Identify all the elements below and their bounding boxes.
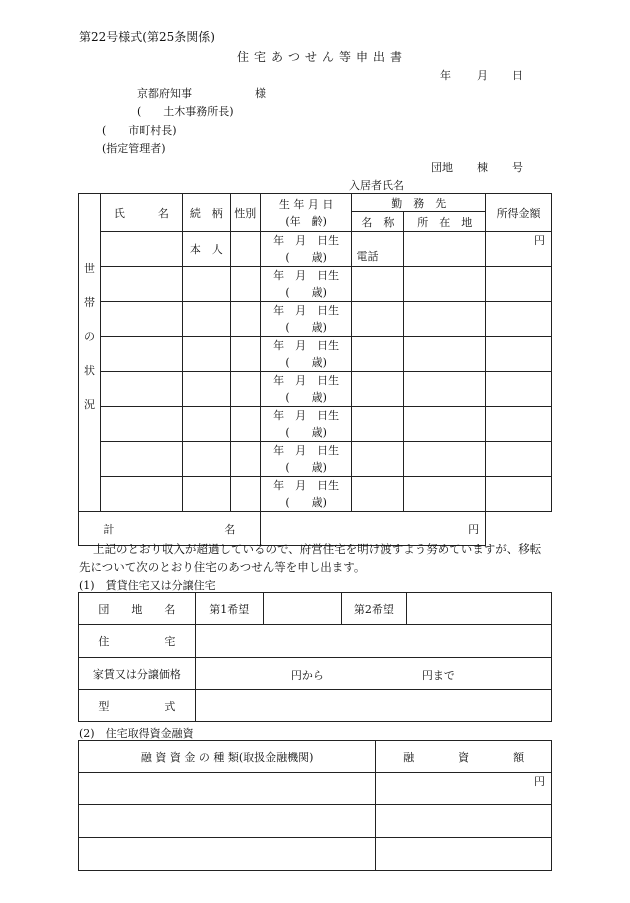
- choice1-field[interactable]: [263, 593, 341, 625]
- danchi-label: 団 地 名: [79, 593, 196, 625]
- side-char: 状: [83, 364, 95, 377]
- section1-heading: (1) 賃貸住宅又は分譲住宅: [79, 579, 216, 592]
- header-relation: 続 柄: [182, 194, 230, 232]
- member-relation-cell[interactable]: [182, 302, 230, 337]
- loan-amount-field[interactable]: [376, 805, 552, 838]
- member-name-cell[interactable]: [100, 267, 182, 302]
- member-sex-cell[interactable]: [230, 337, 260, 372]
- intro-line-2: 先について次のとおり住宅のあつせん等を申し出ます。: [79, 560, 366, 574]
- total-yen[interactable]: 円: [260, 512, 485, 546]
- member-income-cell[interactable]: [486, 302, 552, 337]
- header-income: 所得金額: [486, 194, 552, 232]
- type-label: 型 式: [79, 690, 196, 722]
- section1-table: [78, 592, 552, 722]
- member-birth-cell: 年 月 日生 ( 歳): [260, 232, 352, 267]
- applicant-tou: 棟: [477, 161, 488, 174]
- loan-type-field[interactable]: [79, 838, 376, 871]
- member-birth-cell: 年 月 日生 ( 歳): [260, 372, 352, 407]
- addressee-office: ( 土木事務所長): [137, 105, 234, 118]
- house-field[interactable]: [195, 625, 551, 658]
- choice2-label: 第2希望: [341, 593, 407, 625]
- choice1-label: 第1希望: [195, 593, 263, 625]
- loan-amount-field[interactable]: [376, 838, 552, 871]
- member-relation-cell[interactable]: [182, 372, 230, 407]
- member-relation-cell: 本 人: [182, 232, 230, 267]
- house-label: 住 宅: [79, 625, 196, 658]
- member-work-address-cell[interactable]: [404, 477, 486, 512]
- member-birth-cell: 年 月 日生 ( 歳): [260, 407, 352, 442]
- side-char: 世: [83, 262, 95, 275]
- member-work-address-cell[interactable]: [404, 442, 486, 477]
- date-year: 年: [440, 69, 451, 82]
- member-income-cell[interactable]: [486, 372, 552, 407]
- header-work-name: 名 称: [352, 212, 404, 232]
- member-sex-cell[interactable]: [230, 302, 260, 337]
- member-sex-cell[interactable]: [230, 372, 260, 407]
- member-name-cell[interactable]: [100, 407, 182, 442]
- total-label: 計 名: [79, 512, 261, 546]
- choice2-field[interactable]: [407, 593, 552, 625]
- member-work-address-cell[interactable]: [404, 302, 486, 337]
- type-field[interactable]: [195, 690, 551, 722]
- rent-label: 家賃又は分譲価格: [79, 658, 196, 690]
- member-income-cell[interactable]: [486, 477, 552, 512]
- member-work-name-cell[interactable]: [352, 372, 404, 407]
- side-char: の: [83, 330, 95, 343]
- member-work-address-cell[interactable]: [404, 232, 486, 267]
- member-relation-cell[interactable]: [182, 337, 230, 372]
- member-birth-cell: 年 月 日生 ( 歳): [260, 302, 352, 337]
- member-work-name-cell[interactable]: [352, 302, 404, 337]
- header-birth-line2: (年 齢): [285, 214, 327, 228]
- member-work-name-cell[interactable]: [352, 267, 404, 302]
- applicant-name-label: 入居者氏名: [349, 179, 404, 192]
- member-name-cell[interactable]: [100, 372, 182, 407]
- loan-amount-field[interactable]: 円: [376, 773, 552, 805]
- rent-field[interactable]: [195, 658, 551, 690]
- header-birth: [260, 194, 352, 232]
- loan-type-field[interactable]: [79, 805, 376, 838]
- addressee-governor: 京都府知事: [137, 87, 192, 100]
- member-work-name-cell[interactable]: [352, 442, 404, 477]
- header-birth-line1: 生 年 月 日: [278, 197, 334, 211]
- household-side-label: [79, 194, 101, 512]
- member-sex-cell[interactable]: [230, 407, 260, 442]
- loan-type-field[interactable]: [79, 773, 376, 805]
- member-birth-cell: 年 月 日生 ( 歳): [260, 337, 352, 372]
- member-relation-cell[interactable]: [182, 477, 230, 512]
- loan-type-header: 融 資 資 金 の 種 類(取扱金融機関): [79, 741, 376, 773]
- addressee-sama: 様: [255, 87, 266, 100]
- addressee-mayor: ( 市町村長): [102, 124, 177, 137]
- member-birth-cell: 年 月 日生 ( 歳): [260, 442, 352, 477]
- member-name-cell[interactable]: [100, 477, 182, 512]
- member-sex-cell[interactable]: [230, 442, 260, 477]
- side-char: 況: [83, 398, 95, 411]
- member-income-cell[interactable]: [486, 267, 552, 302]
- side-char: 帯: [83, 296, 95, 309]
- date-day: 日: [512, 69, 523, 82]
- rent-to: 円まで: [421, 669, 455, 682]
- member-work-name-cell[interactable]: [352, 407, 404, 442]
- member-income-cell[interactable]: [486, 442, 552, 477]
- section2-table: [78, 740, 552, 871]
- member-work-address-cell[interactable]: [404, 372, 486, 407]
- header-workplace: 勤 務 先: [352, 194, 486, 212]
- member-name-cell[interactable]: [100, 442, 182, 477]
- rent-from: 円から: [290, 669, 324, 682]
- member-sex-cell[interactable]: [230, 267, 260, 302]
- member-birth-cell: 年 月 日生 ( 歳): [260, 477, 352, 512]
- intro-line-1: 上記のとおり収入が超過しているので、府営住宅を明け渡すよう努めていますが、移転: [93, 542, 542, 556]
- loan-amount-header: 融 資 額: [376, 741, 552, 773]
- member-income-cell[interactable]: [486, 337, 552, 372]
- applicant-gou: 号: [512, 161, 523, 174]
- member-relation-cell[interactable]: [182, 267, 230, 302]
- date-month: 月: [477, 69, 488, 82]
- member-name-cell[interactable]: [100, 337, 182, 372]
- member-sex-cell[interactable]: [230, 477, 260, 512]
- member-work-address-cell[interactable]: [404, 337, 486, 372]
- header-name: 氏 名: [100, 194, 182, 232]
- member-sex-cell[interactable]: [230, 232, 260, 267]
- member-relation-cell[interactable]: [182, 442, 230, 477]
- member-name-cell[interactable]: [100, 302, 182, 337]
- member-work-name-cell[interactable]: 電話: [352, 232, 404, 267]
- member-relation-cell[interactable]: [182, 407, 230, 442]
- header-sex: 性別: [230, 194, 260, 232]
- page-title: 住宅あつせん等申出書: [237, 50, 408, 64]
- member-income-cell[interactable]: [486, 407, 552, 442]
- member-work-name-cell[interactable]: [352, 477, 404, 512]
- member-income-cell[interactable]: 円: [486, 232, 552, 267]
- member-work-address-cell[interactable]: [404, 407, 486, 442]
- household-table: [78, 193, 552, 546]
- member-work-address-cell[interactable]: [404, 267, 486, 302]
- addressee-manager: (指定管理者): [102, 142, 166, 155]
- member-name-cell[interactable]: [100, 232, 182, 267]
- member-birth-cell: 年 月 日生 ( 歳): [260, 267, 352, 302]
- form-number: 第22号様式(第25条関係): [79, 30, 215, 44]
- applicant-danchi: 団地: [431, 161, 453, 174]
- section2-heading: (2) 住宅取得資金融資: [79, 727, 194, 740]
- header-work-address: 所 在 地: [404, 212, 486, 232]
- member-work-name-cell[interactable]: [352, 337, 404, 372]
